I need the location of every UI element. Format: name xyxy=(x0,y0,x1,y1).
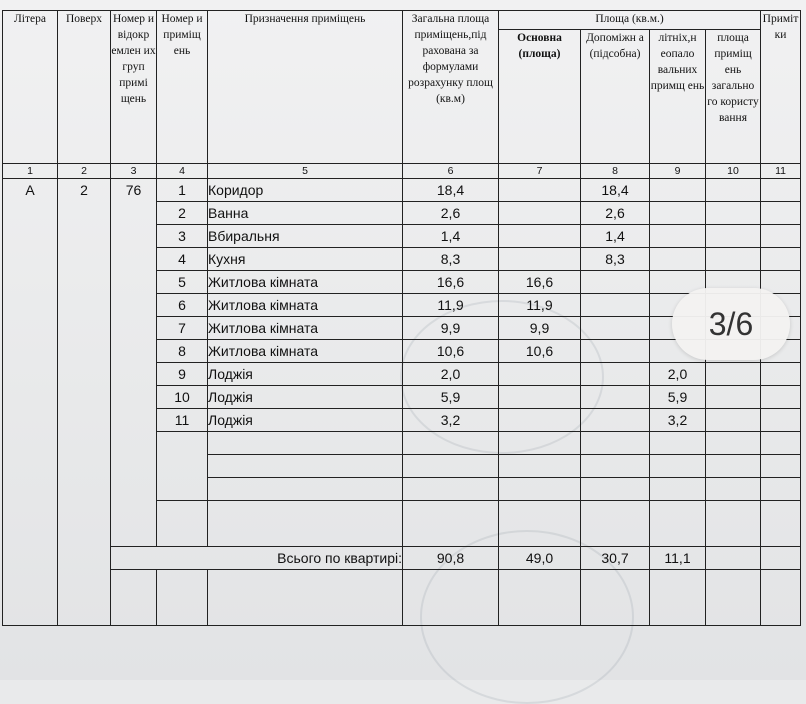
aux-area: 2,6 xyxy=(581,202,650,225)
total-area: 3,2 xyxy=(403,409,499,432)
aux-area: 18,4 xyxy=(581,179,650,202)
header-dopomizhna: Допоміжн а (підсобна) xyxy=(581,30,650,164)
total-area: 16,6 xyxy=(403,271,499,294)
total-area: 2,6 xyxy=(403,202,499,225)
room-number: 1 xyxy=(157,179,208,202)
room-name: Коридор xyxy=(208,179,403,202)
litera-cell xyxy=(3,202,58,225)
total-area: 11,9 xyxy=(403,294,499,317)
main-area: 16,6 xyxy=(499,271,581,294)
empty-row xyxy=(3,432,801,455)
notes xyxy=(761,225,801,248)
poverkh-cell xyxy=(58,248,111,271)
empty-row xyxy=(3,455,801,478)
common-area xyxy=(706,363,761,386)
litera-cell xyxy=(3,340,58,363)
main-area xyxy=(499,363,581,386)
notes xyxy=(761,248,801,271)
column-number: 9 xyxy=(650,164,706,179)
litera-cell xyxy=(3,294,58,317)
table-row xyxy=(3,386,801,409)
notes xyxy=(761,179,801,202)
header-litnikh: літніх,н еопало вальних примщ ень xyxy=(650,30,706,164)
poverkh-cell xyxy=(58,317,111,340)
column-number: 10 xyxy=(706,164,761,179)
litera-cell xyxy=(3,317,58,340)
room-name: Житлова кімната xyxy=(208,340,403,363)
notes xyxy=(761,202,801,225)
grupa-cell xyxy=(111,202,157,225)
room-number: 6 xyxy=(157,294,208,317)
aux-area: 1,4 xyxy=(581,225,650,248)
summer-area xyxy=(650,202,706,225)
totals-main-area: 49,0 xyxy=(499,547,581,570)
total-area: 2,0 xyxy=(403,363,499,386)
room-number: 10 xyxy=(157,386,208,409)
main-area xyxy=(499,409,581,432)
room-name: Житлова кімната xyxy=(208,271,403,294)
page-indicator: 3/6 xyxy=(672,288,790,360)
poverkh-cell xyxy=(58,202,111,225)
main-area xyxy=(499,179,581,202)
table-row xyxy=(3,202,801,225)
common-area xyxy=(706,386,761,409)
column-number: 11 xyxy=(761,164,801,179)
summer-area xyxy=(650,248,706,271)
grupa-cell xyxy=(111,409,157,432)
litera-cell xyxy=(3,271,58,294)
main-area xyxy=(499,202,581,225)
column-number: 8 xyxy=(581,164,650,179)
litera-cell: А xyxy=(3,179,58,202)
grupa-cell xyxy=(111,386,157,409)
total-area: 18,4 xyxy=(403,179,499,202)
notes xyxy=(761,386,801,409)
grupa-cell xyxy=(111,271,157,294)
empty-row xyxy=(3,478,801,501)
header-poverkh: Поверх xyxy=(58,11,111,164)
main-area: 11,9 xyxy=(499,294,581,317)
poverkh-cell xyxy=(58,271,111,294)
aux-area xyxy=(581,271,650,294)
room-name: Кухня xyxy=(208,248,403,271)
totals-summer-area: 11,1 xyxy=(650,547,706,570)
header-nomer-grup: Номер и відокр емлен их груп примі щень xyxy=(111,11,157,164)
column-number: 4 xyxy=(157,164,208,179)
total-area: 8,3 xyxy=(403,248,499,271)
main-area xyxy=(499,225,581,248)
header-osnovna: Основна (площа) xyxy=(499,30,581,164)
table-row xyxy=(3,248,801,271)
room-name: Лоджія xyxy=(208,363,403,386)
grupa-cell xyxy=(111,225,157,248)
main-area: 9,9 xyxy=(499,317,581,340)
summer-area: 5,9 xyxy=(650,386,706,409)
table-row xyxy=(3,225,801,248)
room-number: 2 xyxy=(157,202,208,225)
main-area xyxy=(499,386,581,409)
room-number: 11 xyxy=(157,409,208,432)
empty-row-tall xyxy=(3,501,801,547)
aux-area xyxy=(581,409,650,432)
litera-cell xyxy=(3,248,58,271)
header-zahalna-ploshcha: Загальна площа приміщень,під рахована за формулами розрахунку площ (кв.м) xyxy=(403,11,499,164)
litera-cell xyxy=(3,409,58,432)
room-number: 5 xyxy=(157,271,208,294)
common-area xyxy=(706,225,761,248)
poverkh-cell xyxy=(58,340,111,363)
room-name: Житлова кімната xyxy=(208,317,403,340)
header-pryznachennia: Призначення приміщень xyxy=(208,11,403,164)
column-number: 6 xyxy=(403,164,499,179)
notes xyxy=(761,409,801,432)
litera-cell xyxy=(3,386,58,409)
room-number: 3 xyxy=(157,225,208,248)
table-row xyxy=(3,271,801,294)
summer-area xyxy=(650,225,706,248)
column-number: 1 xyxy=(3,164,58,179)
totals-row xyxy=(3,547,801,570)
room-number: 8 xyxy=(157,340,208,363)
common-area xyxy=(706,409,761,432)
notes xyxy=(761,363,801,386)
grupa-cell xyxy=(111,340,157,363)
aux-area xyxy=(581,340,650,363)
summer-area xyxy=(650,179,706,202)
aux-area: 8,3 xyxy=(581,248,650,271)
total-area: 9,9 xyxy=(403,317,499,340)
header-zahalnoho-korystuvannia: площа приміщ ень загально го користу вання xyxy=(706,30,761,164)
header-row-1 xyxy=(3,11,801,30)
column-number: 5 xyxy=(208,164,403,179)
poverkh-cell xyxy=(58,294,111,317)
poverkh-cell xyxy=(58,363,111,386)
column-number-row xyxy=(3,164,801,179)
common-area xyxy=(706,248,761,271)
room-name: Ванна xyxy=(208,202,403,225)
poverkh-cell xyxy=(58,386,111,409)
grupa-cell xyxy=(111,317,157,340)
poverkh-cell: 2 xyxy=(58,179,111,202)
room-number: 4 xyxy=(157,248,208,271)
column-number: 3 xyxy=(111,164,157,179)
column-number: 7 xyxy=(499,164,581,179)
litera-cell xyxy=(3,225,58,248)
aux-area xyxy=(581,363,650,386)
room-number: 9 xyxy=(157,363,208,386)
table-row xyxy=(3,409,801,432)
table-row xyxy=(3,363,801,386)
main-area xyxy=(499,248,581,271)
aux-area xyxy=(581,317,650,340)
poverkh-cell xyxy=(58,225,111,248)
totals-total-area: 90,8 xyxy=(403,547,499,570)
header-nomer-prymishchen: Номер и приміщ ень xyxy=(157,11,208,164)
header-ploshcha-group: Площа (кв.м.) xyxy=(499,11,761,30)
aux-area xyxy=(581,294,650,317)
grupa-cell xyxy=(111,363,157,386)
room-name: Лоджія xyxy=(208,409,403,432)
room-name: Лоджія xyxy=(208,386,403,409)
column-number: 2 xyxy=(58,164,111,179)
table-row xyxy=(3,179,801,202)
summer-area: 2,0 xyxy=(650,363,706,386)
room-name: Вбиральня xyxy=(208,225,403,248)
total-area: 1,4 xyxy=(403,225,499,248)
common-area xyxy=(706,202,761,225)
bottom-filler-row xyxy=(3,570,801,626)
summer-area: 3,2 xyxy=(650,409,706,432)
totals-aux-area: 30,7 xyxy=(581,547,650,570)
header-litera: Літера xyxy=(3,11,58,164)
common-area xyxy=(706,179,761,202)
main-area: 10,6 xyxy=(499,340,581,363)
total-area: 5,9 xyxy=(403,386,499,409)
litera-cell xyxy=(3,363,58,386)
totals-label: Всього по квартирі: xyxy=(111,547,403,570)
aux-area xyxy=(581,386,650,409)
room-name: Житлова кімната xyxy=(208,294,403,317)
grupa-cell: 76 xyxy=(111,179,157,202)
room-number: 7 xyxy=(157,317,208,340)
grupa-cell xyxy=(111,294,157,317)
header-prymitky: Приміт ки xyxy=(761,11,801,164)
grupa-cell xyxy=(111,248,157,271)
total-area: 10,6 xyxy=(403,340,499,363)
poverkh-cell xyxy=(58,409,111,432)
